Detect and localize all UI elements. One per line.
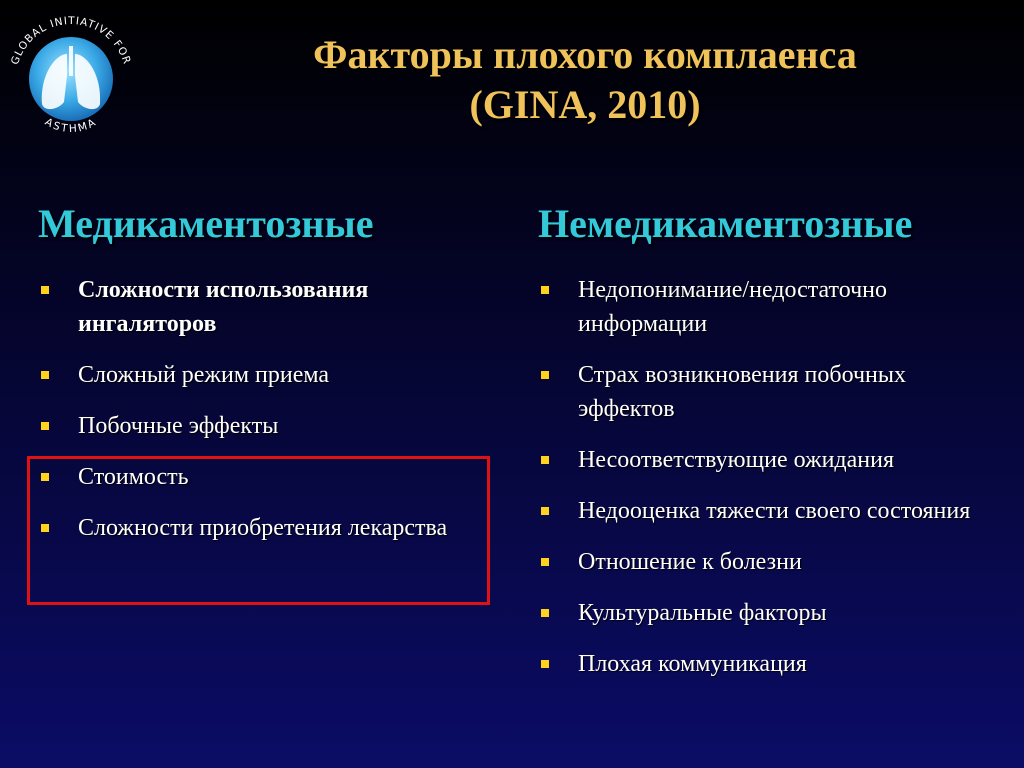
list-item: Страх возникновения побочных эффектов: [538, 358, 1008, 426]
right-bullet-list: [538, 273, 1008, 698]
list-item: Недопонимание/недостаточно информации: [538, 273, 1008, 341]
list-item: Отношение к болезни: [538, 545, 1008, 579]
list-item: Культуральные факторы: [538, 596, 1008, 630]
slide-title-line2: (GINA, 2010): [469, 82, 701, 127]
logo-text-bottom: ASTHMA: [42, 115, 100, 136]
list-item: Побочные эффекты: [38, 409, 458, 443]
list-item: Сложный режим приема: [38, 358, 458, 392]
gina-logo: [6, 14, 136, 144]
slide-title: [160, 30, 1010, 130]
slide-title-line1: Факторы плохого комплаенса: [313, 32, 857, 77]
list-item: Стоимость: [38, 460, 458, 494]
logo-text-top: GLOBAL INITIATIVE FOR: [9, 14, 133, 67]
list-item: Сложности приобретения лекарства: [38, 511, 458, 545]
left-column-heading: Медикаментозные: [38, 201, 374, 246]
list-item: Несоответствующие ожидания: [538, 443, 1008, 477]
list-item: Сложности использования ингаляторов: [38, 273, 458, 341]
list-item: Недооценка тяжести своего состояния: [538, 494, 1008, 528]
highlight-box: [27, 456, 490, 605]
right-column-heading: Немедикаментозные: [538, 201, 913, 246]
list-item: Плохая коммуникация: [538, 647, 1008, 681]
